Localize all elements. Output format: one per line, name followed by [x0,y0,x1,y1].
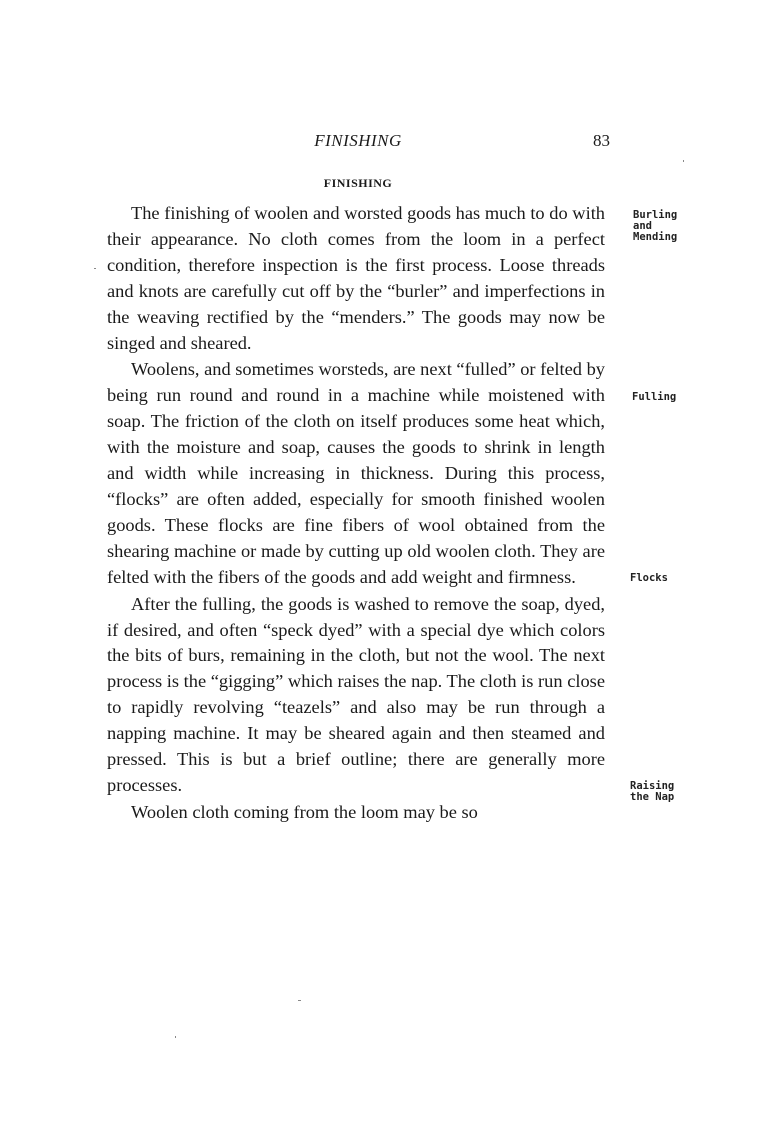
running-title: FINISHING [314,131,402,150]
page-number: 83 [593,131,610,150]
margin-note-burling-line3: Mending [633,231,678,243]
scan-speck [298,1000,301,1001]
margin-note-fulling [632,392,676,403]
paragraph-gigging: After the fulling, the goods is washed to remove the soap, dyed, if desired, and often “speck dyed” with a special dye which colors the bits of burs, remaining in the cloth, but not the wool. The next process is the “gigging” which raises the nap. The cloth is run close to rapidly revolving “teazels” and also may be run through a napping machine. It may be sheared again and then steamed and pressed. This is but a brief outline; there are generally more processes. [107,593,605,795]
running-head [108,131,608,155]
margin-note-burling-line1: Burling [633,209,678,221]
paragraph-burling: The finishing of woolen and worsted goods has much to do with their appearance. No cloth comes from the loom in a perfect condition, therefore inspection is the first process. Loose threads and knots are carefully cut off by the “burler” and imperfections in the weaving rectified by the “menders.” The goods may now be singed and sheared. [107,203,605,353]
section-heading: FINISHING [323,176,393,190]
margin-note-fulling-text: Fulling [632,391,677,403]
margin-note-raising-line1: Raising [630,780,675,792]
margin-note-flocks-text: Flocks [630,572,668,584]
margin-note-raising [630,781,674,803]
scan-speck [683,160,684,162]
margin-note-flocks [630,573,668,584]
scan-speck [175,1036,176,1038]
margin-note-raising-line2: the Nap [630,791,675,803]
paragraph-continued: Woolen cloth coming from the loom may be so [131,801,478,822]
margin-note-burling [633,210,677,243]
scan-speck [94,268,96,269]
paragraph-fulling: Woolens, and sometimes worsteds, are next “fulled” or felted by being run round and round in a machine while moistened with soap. The friction of the cloth on itself produces some heat which, with the moisture and soap, causes the goods to shrink in length and width while increasing in thickness. During this process, “flocks” are often added, especially for smooth finished woolen goods. These flocks are fine fibers of wool obtained from the shearing machine or made by cutting up old woolen cloth. They are felted with the fibers of the goods and add weight and firmness. [107,359,605,587]
body-text [107,201,605,826]
margin-note-burling-line2: and [633,220,652,232]
